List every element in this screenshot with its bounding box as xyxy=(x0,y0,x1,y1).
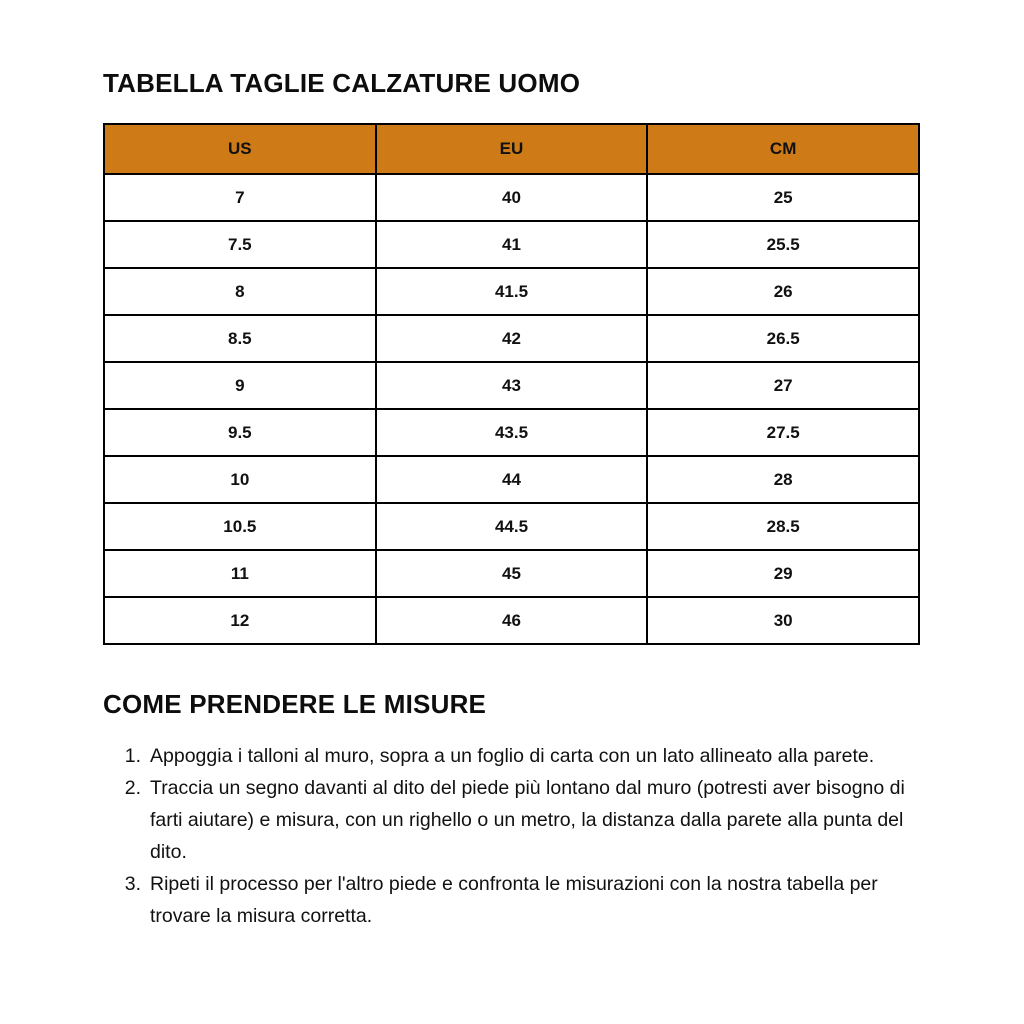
table-cell: 10 xyxy=(104,456,376,503)
table-row xyxy=(104,362,919,409)
table-cell: 25.5 xyxy=(647,221,919,268)
table-cell: 12 xyxy=(104,597,376,644)
table-cell: 28.5 xyxy=(647,503,919,550)
table-header-eu: EU xyxy=(376,124,648,174)
instruction-step xyxy=(117,740,920,772)
table-cell: 43.5 xyxy=(376,409,648,456)
table-cell: 40 xyxy=(376,174,648,221)
table-cell: 27.5 xyxy=(647,409,919,456)
table-row xyxy=(104,456,919,503)
step-text: Traccia un segno davanti al dito del piede più lontano dal muro (potresti aver bisogno di farti aiutare) e misura, con un righello o un metro, la distanza dalla parete alla punta del dito. xyxy=(150,777,905,863)
table-cell: 41 xyxy=(376,221,648,268)
table-cell: 7.5 xyxy=(104,221,376,268)
table-cell: 30 xyxy=(647,597,919,644)
table-row xyxy=(104,221,919,268)
table-row xyxy=(104,268,919,315)
table-cell: 41.5 xyxy=(376,268,648,315)
table-cell: 8 xyxy=(104,268,376,315)
step-number: 1. xyxy=(124,745,141,767)
table-cell: 27 xyxy=(647,362,919,409)
instruction-step xyxy=(117,772,920,868)
instructions-heading: COME PRENDERE LE MISURE xyxy=(103,689,487,719)
table-cell: 7 xyxy=(104,174,376,221)
table-cell: 44 xyxy=(376,456,648,503)
table-cell: 9.5 xyxy=(104,409,376,456)
table-cell: 45 xyxy=(376,550,648,597)
instructions-list xyxy=(103,740,920,932)
table-cell: 8.5 xyxy=(104,315,376,362)
table-row xyxy=(104,550,919,597)
table-row xyxy=(104,409,919,456)
table-cell: 28 xyxy=(647,456,919,503)
size-table xyxy=(103,123,920,645)
table-cell: 9 xyxy=(104,362,376,409)
table-header-row xyxy=(104,124,919,174)
table-cell: 29 xyxy=(647,550,919,597)
table-header-us: US xyxy=(104,124,376,174)
table-row xyxy=(104,174,919,221)
table-cell: 10.5 xyxy=(104,503,376,550)
table-cell: 26.5 xyxy=(647,315,919,362)
table-cell: 44.5 xyxy=(376,503,648,550)
instruction-step xyxy=(117,868,920,932)
step-number: 2. xyxy=(124,777,141,799)
table-header-cm: CM xyxy=(647,124,919,174)
step-number: 3. xyxy=(124,873,141,895)
step-text: Appoggia i talloni al muro, sopra a un foglio di carta con un lato allineato alla parete. xyxy=(150,745,875,767)
page-title: TABELLA TAGLIE CALZATURE UOMO xyxy=(103,68,581,98)
table-cell: 26 xyxy=(647,268,919,315)
table-cell: 46 xyxy=(376,597,648,644)
step-text: Ripeti il processo per l'altro piede e confronta le misurazioni con la nostra tabella per trovare la misura corretta. xyxy=(150,873,878,927)
table-cell: 11 xyxy=(104,550,376,597)
table-row xyxy=(104,503,919,550)
table-row xyxy=(104,597,919,644)
table-cell: 42 xyxy=(376,315,648,362)
table-cell: 43 xyxy=(376,362,648,409)
table-cell: 25 xyxy=(647,174,919,221)
table-row xyxy=(104,315,919,362)
